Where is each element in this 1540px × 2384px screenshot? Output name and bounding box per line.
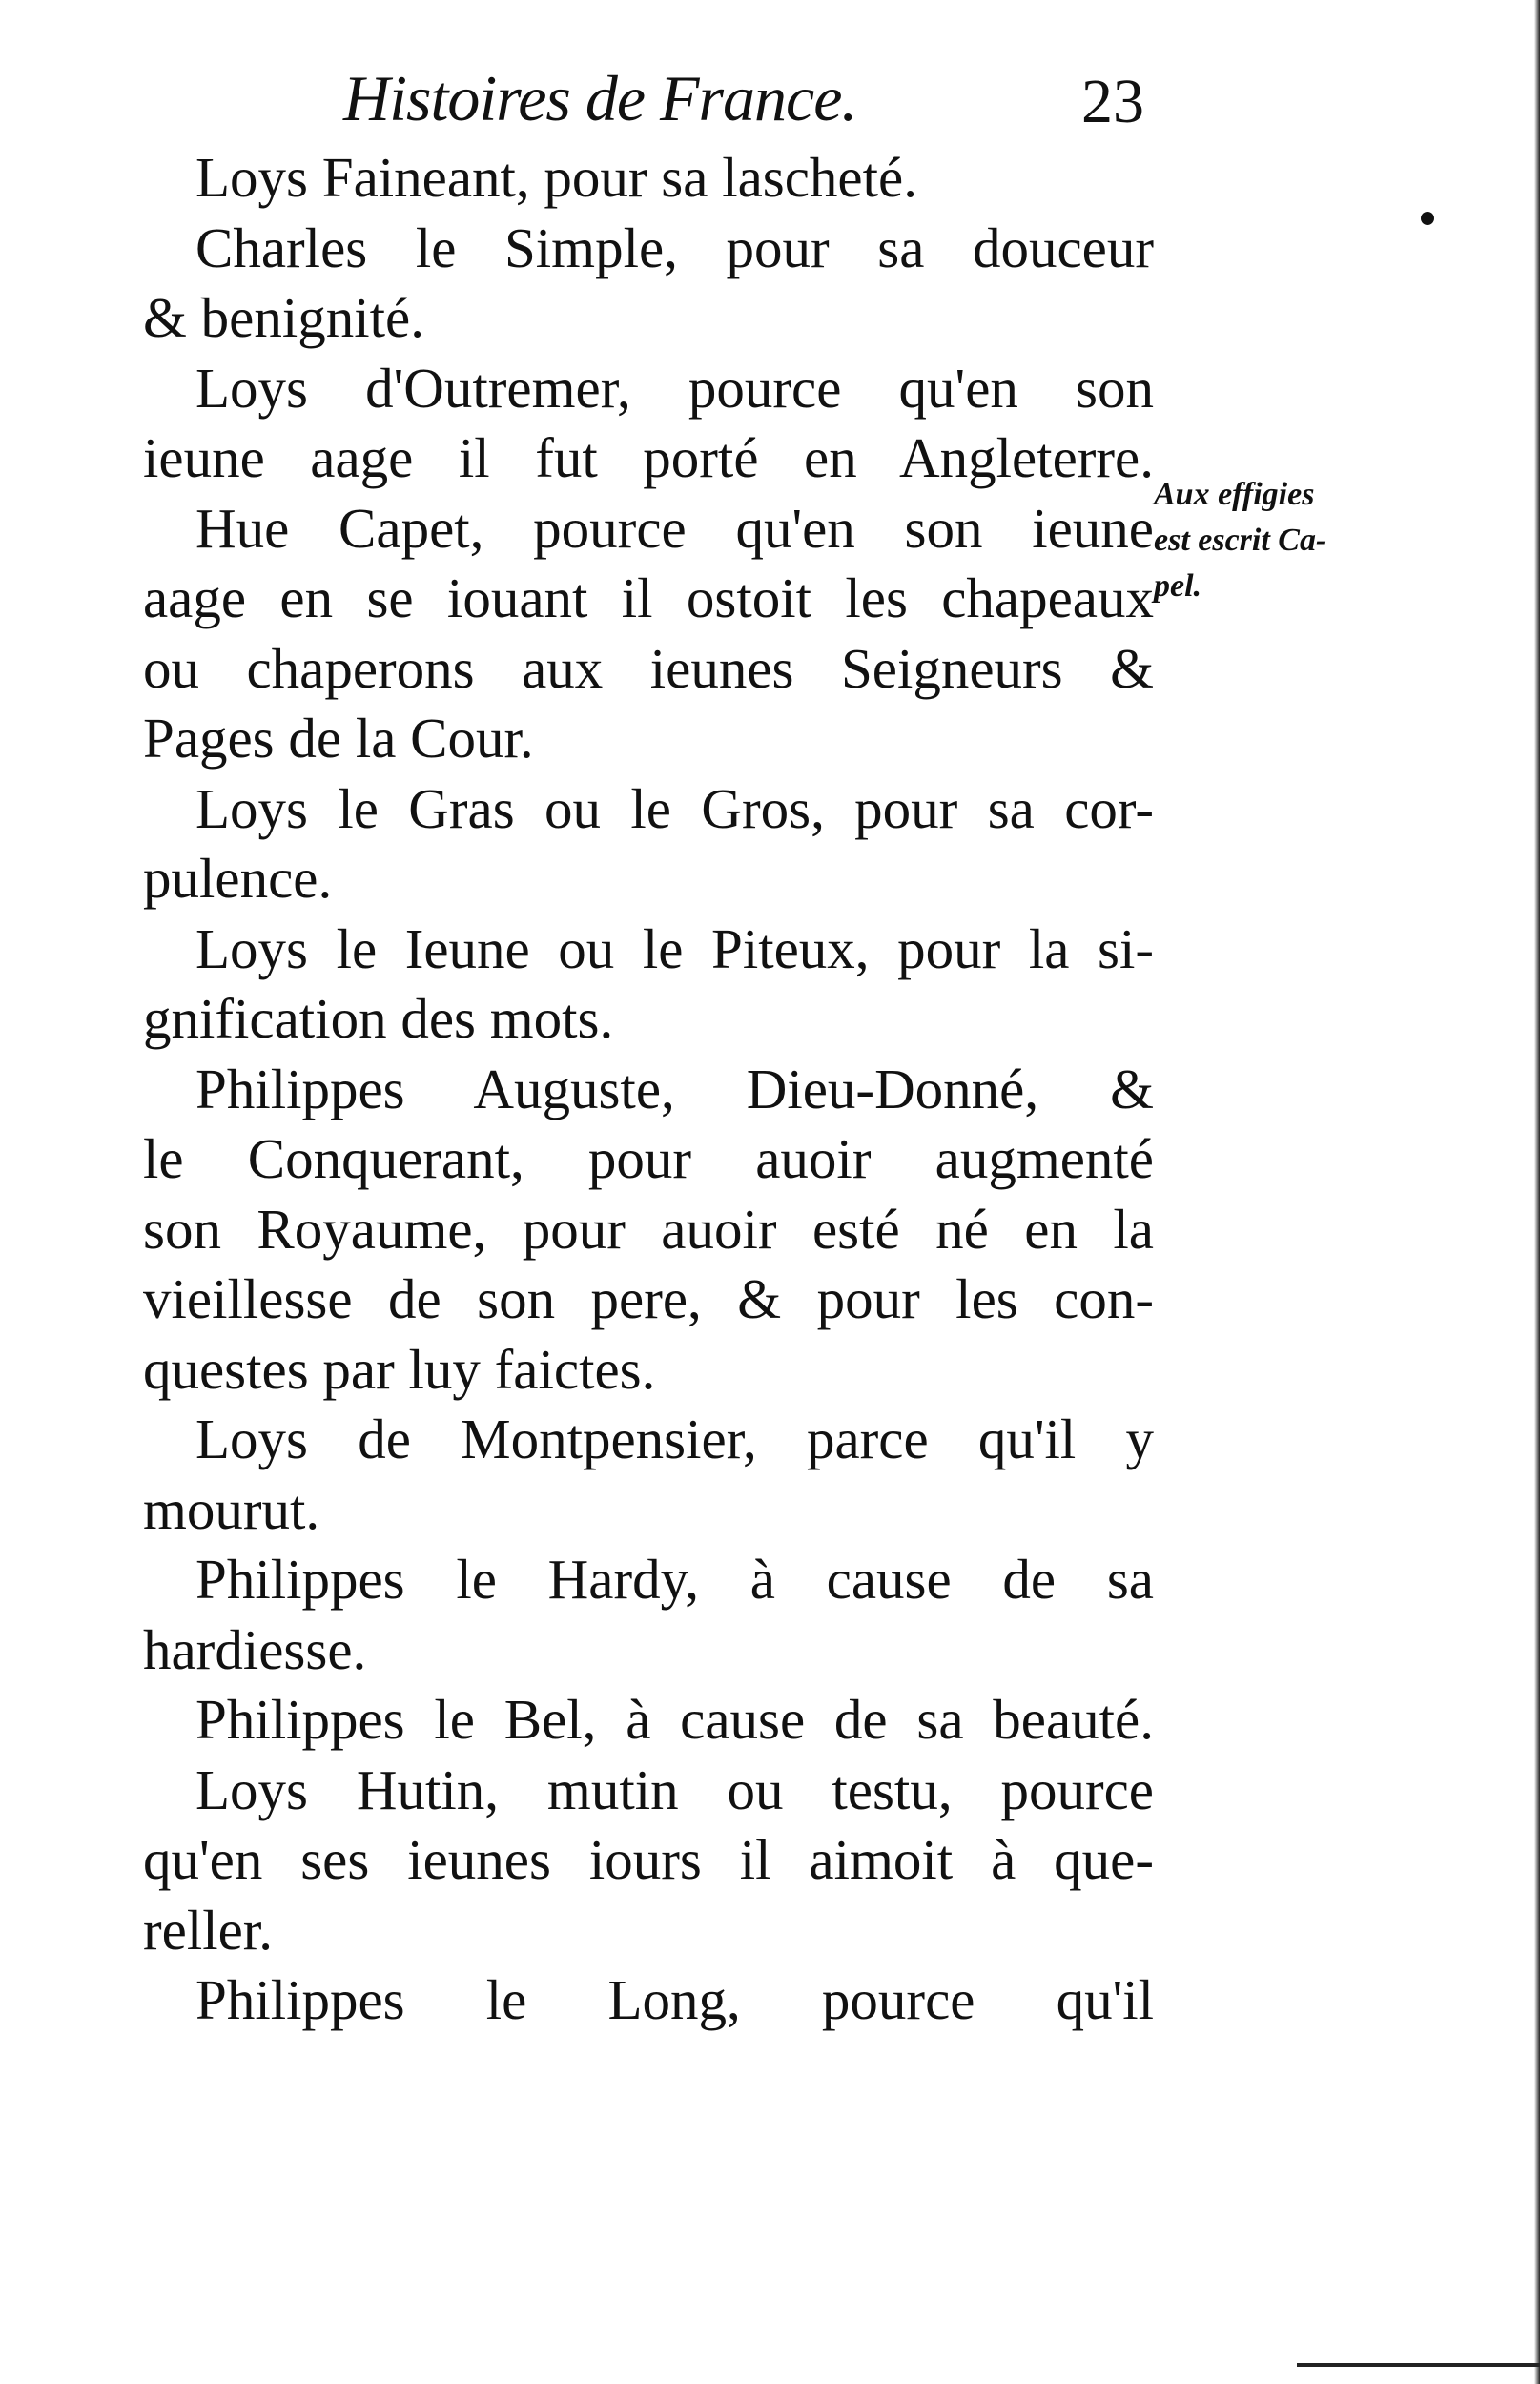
text-line: Philippes le Long, pource qu'il xyxy=(195,1968,1154,2031)
text-line: aage en se iouant il ostoit les chapeaux xyxy=(143,566,1154,629)
body-text xyxy=(143,143,1154,2036)
text-line: Pages de la Cour. xyxy=(143,707,534,770)
text-line: Charles le Simple, pour sa douceur xyxy=(195,216,1154,279)
text-line: qu'en ses ieunes iours il aimoit à que- xyxy=(143,1828,1154,1891)
text-line: Loys de Montpensier, parce qu'il y xyxy=(195,1408,1154,1470)
text-line: Loys Faineant, pour sa lascheté. xyxy=(195,146,917,209)
text-line: le Conquerant, pour auoir augmenté xyxy=(143,1127,1154,1190)
text-line: Loys le Gras ou le Gros, pour sa cor- xyxy=(195,776,1154,840)
text-line: Loys le Ieune ou le Piteux, pour la si- xyxy=(195,916,1154,980)
page-bottom-edge xyxy=(1297,2363,1540,2367)
text-line: hardiesse. xyxy=(143,1617,367,1681)
text-line: reller. xyxy=(143,1898,273,1962)
text-line: questes par luy faictes. xyxy=(143,1337,656,1401)
text-line: Philippes Auguste, Dieu-Donné, & xyxy=(195,1057,1154,1120)
page-header xyxy=(343,55,1144,141)
text-line: Philippes le Bel, à cause de sa beauté. xyxy=(195,1688,1154,1751)
text-line: pulence. xyxy=(143,847,333,910)
text-line: Loys Hutin, mutin ou testu, pource xyxy=(195,1757,1154,1821)
marginal-note-line: pel. xyxy=(1154,568,1202,604)
text-line: vieillesse de son pere, & pour les con- xyxy=(143,1267,1154,1330)
text-line: Hue Capet, pource qu'en son ieune xyxy=(195,496,1154,560)
marginal-note xyxy=(1154,472,1373,609)
text-line: ou chaperons aux ieunes Seigneurs & xyxy=(143,636,1154,700)
text-line: gnification des mots. xyxy=(143,987,614,1050)
text-line: son Royaume, pour auoir esté né en la xyxy=(143,1197,1154,1261)
page-number: 23 xyxy=(1081,67,1144,136)
ink-speck xyxy=(1421,212,1434,225)
running-title: Histoires de France. xyxy=(343,62,857,134)
text-line: Loys d'Outremer, pource qu'en son xyxy=(195,356,1154,420)
text-line: & benignité. xyxy=(143,286,424,349)
marginal-note-line: Aux effigies xyxy=(1154,477,1315,512)
page-edge-shadow xyxy=(1534,0,1540,2384)
text-line: Philippes le Hardy, à cause de sa xyxy=(195,1548,1154,1611)
text-line: ieune aage il fut porté en Angleterre. xyxy=(143,426,1154,489)
marginal-note-line: est escrit Ca- xyxy=(1154,523,1327,558)
text-line: mourut. xyxy=(143,1477,320,1541)
